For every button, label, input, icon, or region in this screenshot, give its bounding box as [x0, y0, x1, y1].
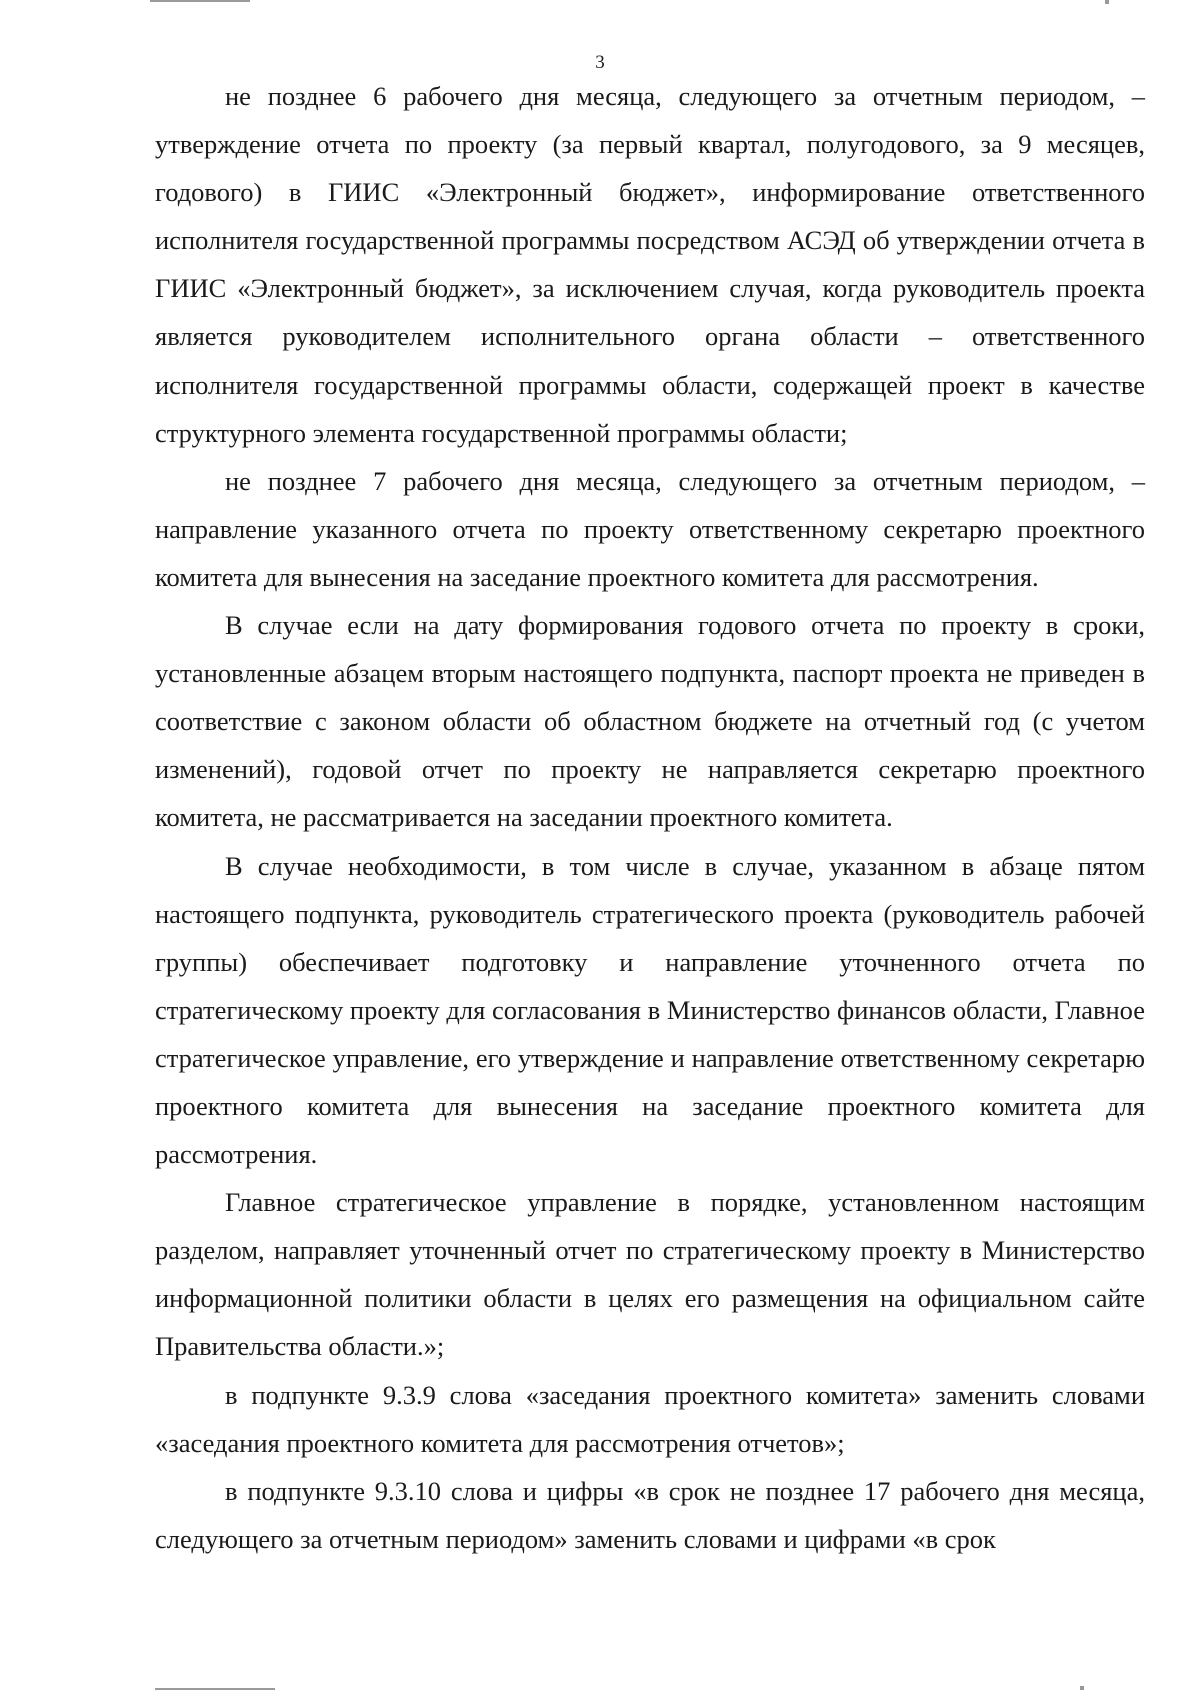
document-body	[155, 72, 1145, 1563]
scan-artifact	[155, 1688, 275, 1690]
paragraph: В случае необходимости, в том числе в случае, указанном в абзаце пятом настоящего подпункта, руководитель стратегического проекта (руководитель рабочей группы) обеспечивает подготовку и направление уточненного отчета по стратегическому проекту для согласования в Министерство финансов области, Главное стратегическое управление, его утверждение и направление ответственному секретарю проектного комитета для вынесения на заседание проектного комитета для рассмотрения.	[155, 850, 1145, 1170]
paragraph: не позднее 7 рабочего дня месяца, следующего за отчетным периодом, – направление указанного отчета по проекту ответственному секретарю проектного комитета для вынесения на заседание проектного комитета для рассмотрения.	[155, 465, 1145, 592]
page-number: 3	[595, 52, 605, 73]
paragraph: не позднее 6 рабочего дня месяца, следующего за отчетным периодом, – утверждение отчета по проекту (за первый квартал, полугодового, за 9 месяцев, годового) в ГИИС «Электронный бюджет», информирование ответственного исполнителя государственной программы посредством АСЭД об утверждении отчета в ГИИС «Электронный бюджет», за исключением случая, когда руководитель проекта является руководителем исполнительного органа области – ответственного исполнителя государственной программы области, содержащей проект в качестве структурного элемента государственной программы области;	[155, 81, 1145, 448]
paragraph: в подпункте 9.3.9 слова «заседания проектного комитета» заменить словами «заседания проектного комитета для рассмотрения отчетов»;	[155, 1379, 1145, 1458]
paragraph: Главное стратегическое управление в порядке, установленном настоящим разделом, направляет уточненный отчет по стратегическому проекту в Министерство информационной политики области в целях его размещения на официальном сайте Правительства области.»;	[155, 1187, 1145, 1362]
scan-artifact	[150, 0, 250, 2]
paragraph: В случае если на дату формирования годового отчета по проекту в сроки, установленные абзацем вторым настоящего подпункта, паспорт проекта не приведен в соответствие с законом области об областном бюджете на отчетный год (с учетом изменений), годовой отчет по проекту не направляется секретарю проектного комитета, не рассматривается на заседании проектного комитета.	[155, 610, 1145, 833]
scan-artifact	[1105, 0, 1109, 4]
paragraph: в подпункте 9.3.10 слова и цифры «в срок не позднее 17 рабочего дня месяца, следующего за отчетным периодом» заменить словами и цифрами «в срок	[155, 1475, 1145, 1554]
scan-artifact	[1080, 1686, 1084, 1690]
